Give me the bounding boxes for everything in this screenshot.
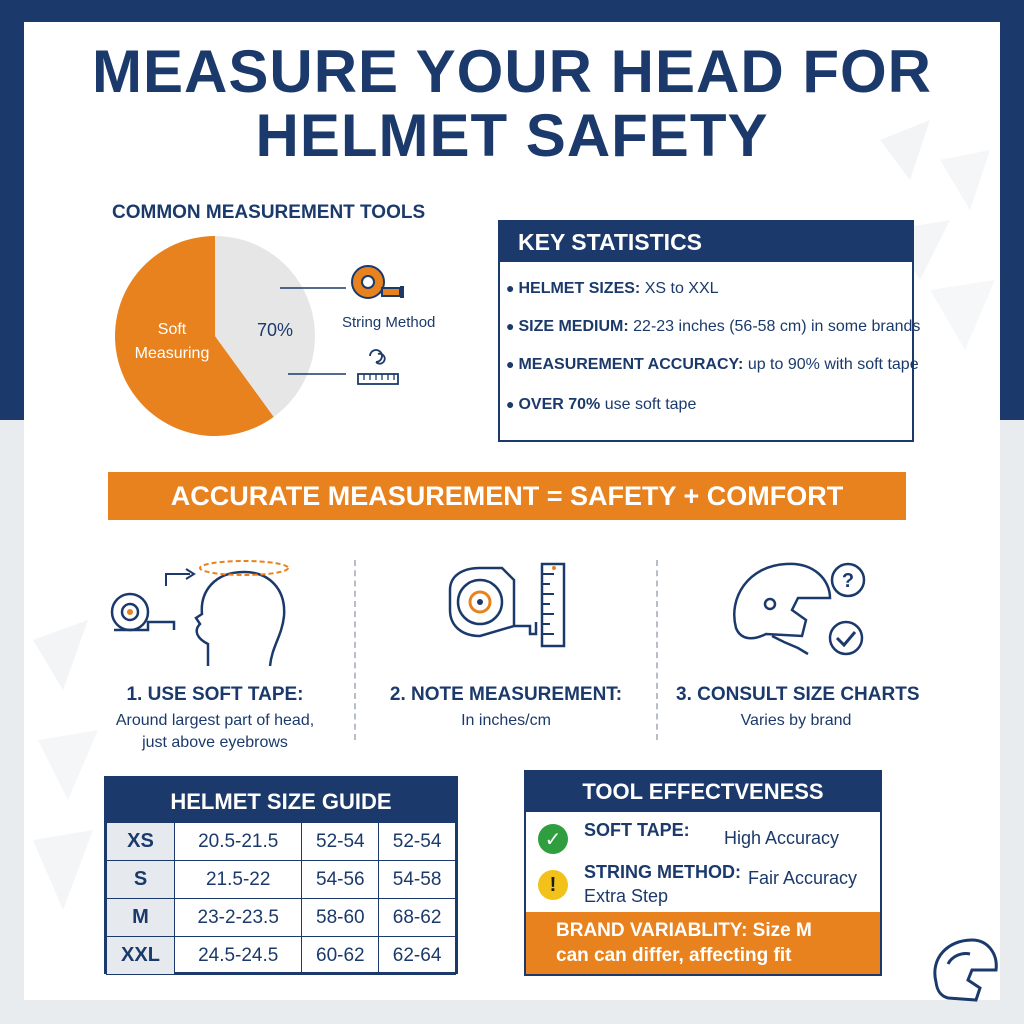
warning-icon: ! [538,870,568,900]
page-title [0,40,1024,168]
pie-label-other: 70% [256,320,294,340]
step-2-title: 2. NOTE MEASUREMENT: [389,684,623,705]
check-icon: ✓ [538,824,568,854]
step-2 [386,684,626,732]
key-statistics-panel [498,220,921,442]
svg-text:?: ? [841,570,855,592]
title-line-1: MEASURE YOUR HEAD FOR [92,38,932,105]
ruler-icon [358,350,398,384]
headline-banner: ACCURATE MEASUREMENT = SAFETY + COMFORT [108,472,906,520]
key-stat-row: ● MEASUREMENT ACCURACY: up to 90% with soft tape [506,356,919,373]
step-divider [354,560,356,740]
size-guide-heading: HELMET SIZE GUIDE [106,778,456,822]
helmet-icon [726,558,876,668]
question-icon [832,564,864,596]
key-statistics-heading: KEY STATISTICS [500,222,912,262]
key-stat-row: ● OVER 70% use soft tape [506,396,697,413]
tools-pie-chart [110,236,450,446]
step-divider [656,560,658,740]
string-method-label: STRING METHOD: [584,862,741,882]
table-row: XS 20.5-21.5 52-54 52-54 [107,823,456,861]
key-stat-row: ● HELMET SIZES: XS to XXL [506,280,719,297]
soft-tape-value: High Accuracy [724,828,840,848]
step-3-title: 3. CONSULT SIZE CHARTS [676,684,920,705]
size-guide-table [106,822,456,975]
size-guide-panel [104,776,458,974]
table-row: XXL 24.5-24.5 60-62 62-64 [107,937,456,975]
head-profile-icon [104,556,294,676]
tools-title: COMMON MEASUREMENT TOOLS [112,202,426,223]
string-method-sub: Extra Step [584,886,669,906]
step-3 [676,684,920,732]
table-row: M 23-2-23.5 58-60 68-62 [107,899,456,937]
step-1-title: 1. USE SOFT TAPE: [126,684,304,705]
soft-tape-label: SOFT TAPE: [584,820,690,840]
tool-effectiveness-panel [524,770,882,976]
pie-label-soft-1: Soft [157,321,187,338]
table-row: S 21.5-22 54-56 54-58 [107,861,456,899]
string-method-value: Fair Accuracy [748,868,858,888]
brand-variability-note: BRAND VARIABLITY: Size M can can differ, affecting fit [526,912,880,974]
step-3-desc: Varies by brand [740,712,852,729]
helmet-logo-icon [928,934,1000,1006]
string-method-label: String Method [342,314,436,331]
tape-measure-icon [352,266,404,298]
key-stat-row: ● SIZE MEDIUM: 22-23 inches (56-58 cm) in some brands [506,318,921,335]
step-1 [100,684,330,754]
title-line-2: HELMET SAFETY [255,102,769,169]
pie-label-soft-2: Measuring [134,345,210,362]
decorative-pattern [28,620,108,940]
step-2-desc: In inches/cm [461,712,551,729]
step-1-desc: Around largest part of head, just above eyebrows [115,712,315,751]
tape-and-ruler-icon [436,560,576,660]
check-icon [830,622,862,654]
tool-effectiveness-heading: TOOL EFFECTVENESS [526,772,880,812]
